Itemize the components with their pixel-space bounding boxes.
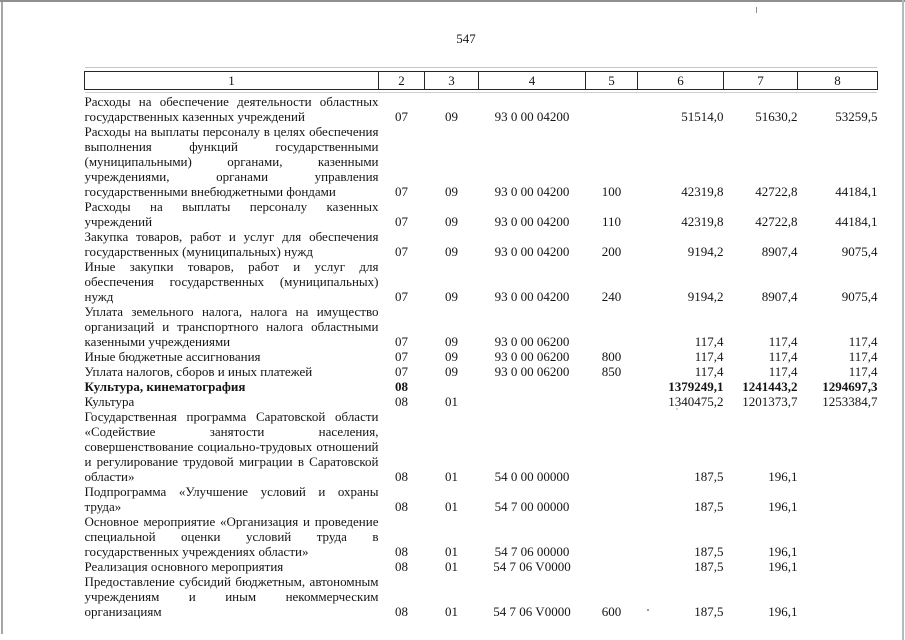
scan-ghost-line [85, 67, 877, 68]
amount-col8: 9075,4 [841, 244, 878, 259]
table-header-row [85, 72, 878, 90]
section-code: 08 [395, 394, 408, 409]
subsection-code: 09 [445, 244, 458, 259]
table-row [85, 394, 878, 409]
amount-col7: 1241443,2 [742, 379, 798, 394]
subsection-code: 09 [445, 349, 458, 364]
amount-col6: 42319,8 [681, 184, 724, 199]
table-row [85, 349, 878, 364]
amount-col6: 9194,2 [687, 244, 724, 259]
amount-col6: 187,5 [694, 544, 724, 559]
section-code: 08 [395, 499, 408, 514]
section-code: 07 [395, 334, 408, 349]
amount-col8: 117,4 [848, 334, 878, 349]
section-code: 07 [395, 364, 408, 379]
subsection-code: 01 [445, 469, 458, 484]
amount-col6: 187,5 [694, 469, 724, 484]
amount-col6: 1340475,2 [668, 394, 724, 409]
expense-name: Предоставление субсидий бюджетным, автономным учреждениям и иным некоммерческим организациям [84, 574, 379, 619]
target-article-code: 93 0 00 06200 [494, 334, 570, 349]
target-article-code: 54 7 06 V0000 [493, 604, 571, 619]
table-row [85, 90, 878, 125]
expense-name: Реализация основного мероприятия [84, 559, 284, 574]
amount-col7: 42722,8 [755, 184, 798, 199]
expense-name: Культура [84, 394, 135, 409]
subsection-code: 09 [445, 364, 458, 379]
expense-type-code [586, 559, 638, 574]
expense-type-code: 600 [601, 604, 622, 619]
amount-col7: 196,1 [768, 604, 798, 619]
section-code: 07 [395, 184, 408, 199]
amount-col7: 196,1 [768, 469, 798, 484]
expense-type-code [586, 514, 638, 559]
section-code: 07 [395, 349, 408, 364]
subsection-code: 09 [445, 289, 458, 304]
amount-col8: 53259,5 [835, 109, 878, 124]
expense-name: Расходы на обеспечение деятельности областных государственных казенных учреждений [84, 94, 379, 124]
target-article-code: 93 0 00 04200 [494, 289, 570, 304]
table-row [85, 229, 878, 259]
section-code: 07 [395, 244, 408, 259]
column-header-8: 8 [798, 72, 878, 90]
subsection-code: 09 [445, 214, 458, 229]
amount-col7: 8907,4 [761, 289, 798, 304]
amount-col6: 1379249,1 [668, 379, 724, 394]
subsection-code: 01 [445, 499, 458, 514]
expense-name: Расходы на выплаты персоналу в целях обеспечения выполнения функций государственными (муниципальными) органами, казенными учреждениями, органами управления государственными внебюджетными фондами [84, 124, 379, 199]
table-row [85, 199, 878, 229]
amount-col7: 51630,2 [755, 109, 798, 124]
expense-type-code: 850 [601, 364, 622, 379]
scan-edge-top [0, 0, 905, 2]
expense-name: Иные бюджетные ассигнования [84, 349, 261, 364]
scan-edge-right [902, 0, 904, 640]
expense-name: Культура, кинематография [84, 379, 246, 394]
amount-col8: 9075,4 [841, 289, 878, 304]
target-article-code [479, 394, 586, 409]
amount-col8 [798, 484, 878, 514]
subsection-code: 09 [445, 334, 458, 349]
subsection-code: 01 [445, 544, 458, 559]
amount-col6: 117,4 [694, 334, 724, 349]
subsection-code: 01 [445, 559, 458, 574]
expense-name: Расходы на выплаты персоналу казенных учреждений [84, 199, 379, 229]
column-header-6: 6 [638, 72, 724, 90]
column-header-7: 7 [724, 72, 798, 90]
budget-table [84, 71, 878, 619]
table-row [85, 124, 878, 199]
section-code: 07 [395, 109, 408, 124]
target-article-code: 93 0 00 04200 [494, 214, 570, 229]
amount-col7: 117,4 [768, 349, 798, 364]
table-row [85, 574, 878, 619]
amount-col8 [798, 514, 878, 559]
expense-type-code [586, 484, 638, 514]
expense-name: Подпрограмма «Улучшение условий и охраны труда» [84, 484, 379, 514]
section-code: 08 [395, 469, 408, 484]
table-row [85, 304, 878, 349]
amount-col7: 196,1 [768, 559, 798, 574]
section-code: 07 [395, 214, 408, 229]
amount-col8 [798, 409, 878, 484]
target-article-code: 54 7 06 00000 [494, 544, 570, 559]
amount-col6: 187,5 [694, 559, 724, 574]
amount-col8 [798, 559, 878, 574]
amount-col6: 187,5 [694, 499, 724, 514]
expense-type-code: 100 [601, 184, 622, 199]
expense-type-code [586, 304, 638, 349]
subsection-code: 01 [445, 604, 458, 619]
expense-type-code [586, 90, 638, 125]
amount-col8: 117,4 [848, 349, 878, 364]
target-article-code: 93 0 00 04200 [494, 109, 570, 124]
target-article-code [479, 379, 586, 394]
target-article-code: 54 7 00 00000 [494, 499, 570, 514]
table-body [85, 90, 878, 620]
amount-col8: 1294697,3 [822, 379, 878, 394]
column-header-1: 1 [85, 72, 379, 90]
amount-col8: 44184,1 [835, 214, 878, 229]
amount-col8: 1253384,7 [822, 394, 878, 409]
expense-name: Основное мероприятие «Организация и проведение специальной оценки условий труда в государственных учреждениях области» [84, 514, 379, 559]
table-row [85, 379, 878, 394]
page-number: 547 [456, 31, 476, 46]
expense-name: Иные закупки товаров, работ и услуг для обеспечения государственных (муниципальных) нужд [84, 259, 379, 304]
section-code: 08 [395, 379, 408, 394]
amount-col7: 8907,4 [761, 244, 798, 259]
amount-col7: 117,4 [768, 334, 798, 349]
column-header-2: 2 [379, 72, 425, 90]
target-article-code: 93 0 00 04200 [494, 184, 570, 199]
subsection-code [425, 379, 479, 394]
amount-col8: 44184,1 [835, 184, 878, 199]
expense-name: Уплата налогов, сборов и иных платежей [84, 364, 313, 379]
table-row [85, 484, 878, 514]
section-code: 07 [395, 289, 408, 304]
expense-type-code: 240 [601, 289, 622, 304]
subsection-code: 01 [445, 394, 458, 409]
amount-col6: 187,5 [694, 604, 724, 619]
expense-name: Закупка товаров, работ и услуг для обеспечения государственных (муниципальных) нужд [84, 229, 379, 259]
amount-col7: 117,4 [768, 364, 798, 379]
expense-type-code: 110 [601, 214, 622, 229]
expense-type-code: 200 [601, 244, 622, 259]
expense-type-code [586, 379, 638, 394]
amount-col6: 42319,8 [681, 214, 724, 229]
scan-edge-left [1, 2, 3, 634]
amount-col8 [798, 574, 878, 619]
amount-col6: 51514,0 [681, 109, 724, 124]
table-header [85, 72, 878, 90]
section-code: 08 [395, 559, 408, 574]
expense-type-code [586, 394, 638, 409]
scan-speck [756, 7, 757, 13]
expense-name: Уплата земельного налога, налога на имущество организаций и транспортного налога областными казенными учреждениями [84, 304, 379, 349]
expense-type-code: 800 [601, 349, 622, 364]
target-article-code: 54 7 06 V0000 [493, 559, 571, 574]
target-article-code: 54 0 00 00000 [494, 469, 570, 484]
amount-col6: 9194,2 [687, 289, 724, 304]
target-article-code: 93 0 00 06200 [494, 364, 570, 379]
column-header-3: 3 [425, 72, 479, 90]
subsection-code: 09 [445, 109, 458, 124]
table-row [85, 259, 878, 304]
section-code: 08 [395, 544, 408, 559]
table-row [85, 364, 878, 379]
amount-col6: 117,4 [694, 349, 724, 364]
table-row [85, 514, 878, 559]
amount-col7: 196,1 [768, 499, 798, 514]
target-article-code: 93 0 00 04200 [494, 244, 570, 259]
target-article-code: 93 0 00 06200 [494, 349, 570, 364]
amount-col6: 117,4 [694, 364, 724, 379]
table-row [85, 409, 878, 484]
amount-col7: 1201373,7 [742, 394, 798, 409]
subsection-code: 09 [445, 184, 458, 199]
amount-col7: 42722,8 [755, 214, 798, 229]
section-code: 08 [395, 604, 408, 619]
amount-col8: 117,4 [848, 364, 878, 379]
column-header-5: 5 [586, 72, 638, 90]
expense-name: Государственная программа Саратовской области «Содействие занятости населения, совершенствование социально-трудовых отношений и регулирование трудовой миграции в Саратовской области» [84, 409, 379, 484]
table-row [85, 559, 878, 574]
expense-type-code [586, 409, 638, 484]
amount-col7: 196,1 [768, 544, 798, 559]
column-header-4: 4 [479, 72, 586, 90]
